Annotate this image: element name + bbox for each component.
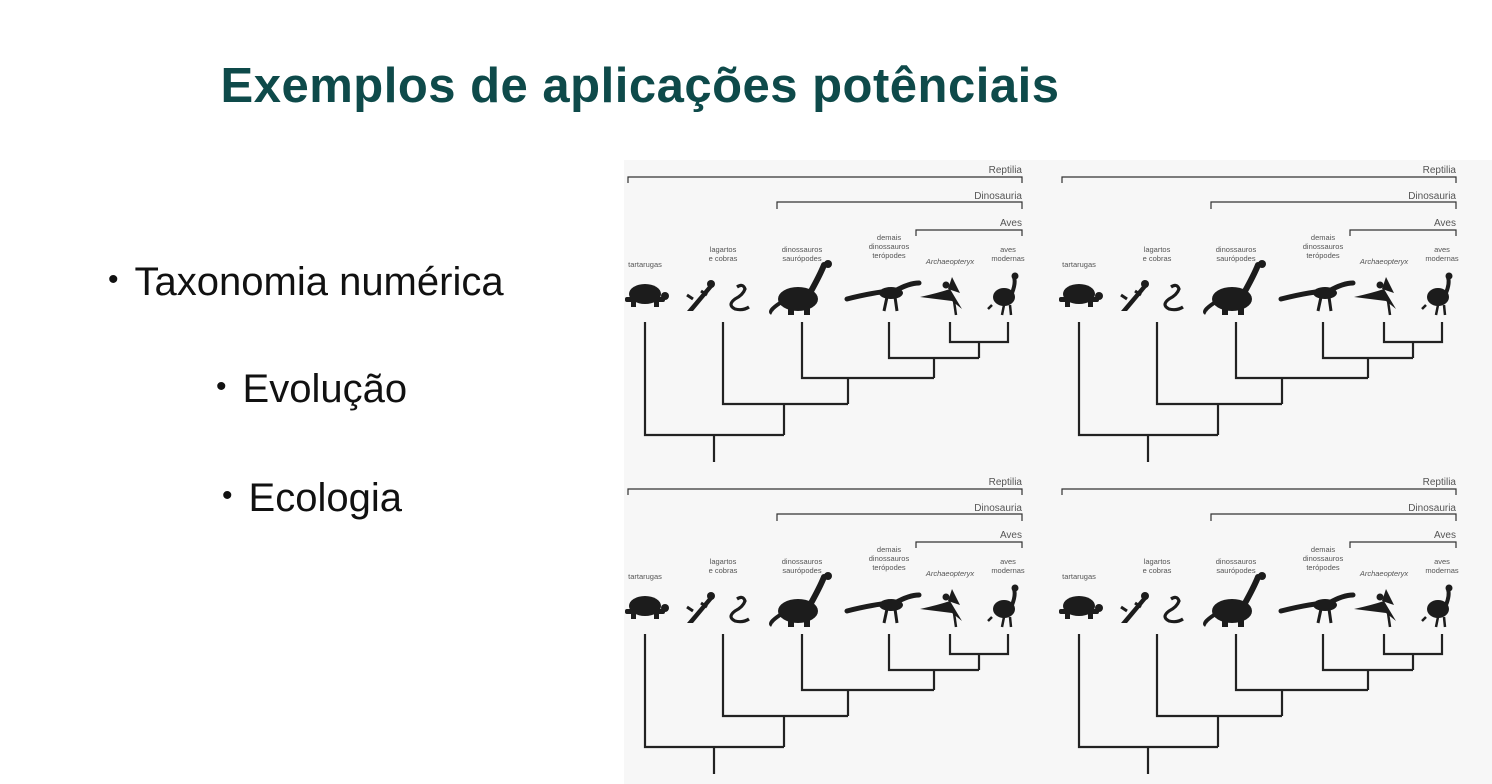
phylogenetic-tree — [1079, 322, 1442, 462]
clade-label-dinosauria: Dinosauria — [974, 503, 1022, 514]
taxon-label: aves — [1000, 245, 1016, 254]
taxon-silhouette-icon — [1059, 284, 1103, 307]
taxon-label: demais — [876, 545, 902, 554]
taxon-label: demais — [876, 233, 902, 242]
taxon-label: saurópodes — [1216, 254, 1256, 263]
taxon-label: terópodes — [872, 251, 906, 260]
bullet-dot-icon: • — [216, 370, 227, 404]
bullet-text: Ecologia — [248, 476, 402, 520]
taxon-label: lagartos — [1143, 245, 1171, 254]
clade-brackets — [628, 489, 1022, 548]
taxon-silhouette-icon — [988, 273, 1019, 316]
taxon-label: tartarugas — [628, 572, 662, 581]
taxon-label: dinossauros — [868, 554, 910, 563]
clade-label-reptilia: Reptilia — [1422, 477, 1456, 488]
clade-label-aves: Aves — [999, 530, 1022, 541]
taxon-label: dinossauros — [1302, 554, 1344, 563]
taxon-label: modernas — [991, 566, 1025, 575]
taxon-label: demais — [1310, 545, 1336, 554]
cladogram-figure — [624, 160, 1459, 642]
clade-label-reptilia: Reptilia — [988, 165, 1022, 176]
taxon-silhouette-icon — [687, 592, 749, 623]
taxon-silhouette-icon — [1205, 260, 1266, 315]
clade-brackets — [1062, 177, 1456, 236]
taxon-label: lagartos — [709, 245, 737, 254]
clade-label-dinosauria: Dinosauria — [1408, 503, 1456, 514]
taxon-label: terópodes — [872, 563, 906, 572]
taxon-label: e cobras — [708, 254, 738, 263]
taxon-label: aves — [1000, 557, 1016, 566]
taxon-label: aves — [1434, 245, 1450, 254]
taxon-label: e cobras — [708, 566, 738, 575]
taxon-label: Archaeopteryx — [925, 257, 975, 266]
taxon-silhouette-icon — [687, 280, 749, 311]
taxon-label: modernas — [991, 254, 1025, 263]
taxon-label: dinossauros — [781, 557, 823, 566]
cladogram-tile — [624, 160, 1058, 472]
taxon-label: e cobras — [1142, 254, 1172, 263]
taxon-silhouette-icon — [1422, 273, 1453, 316]
taxon-label: dinossauros — [781, 245, 823, 254]
clade-label-aves: Aves — [999, 218, 1022, 229]
taxon-silhouette-icon — [920, 589, 962, 627]
bullet-dot-icon: • — [108, 263, 119, 297]
taxon-label: saurópodes — [782, 254, 822, 263]
taxon-label: saurópodes — [782, 566, 822, 575]
cladogram-tile — [1058, 472, 1492, 784]
clade-label-dinosauria: Dinosauria — [974, 191, 1022, 202]
bullet-item — [216, 367, 407, 412]
taxon-label: Archaeopteryx — [1359, 569, 1409, 578]
taxon-label: e cobras — [1142, 566, 1172, 575]
cladogram-tile — [1058, 160, 1492, 472]
cladogram-tile — [624, 472, 1058, 784]
taxon-silhouette-icon — [1059, 596, 1103, 619]
taxon-silhouette-icon — [1121, 592, 1183, 623]
taxon-silhouette-icon — [847, 595, 919, 623]
cladogram-svg — [624, 160, 1058, 472]
clade-label-reptilia: Reptilia — [1422, 165, 1456, 176]
taxon-label: terópodes — [1306, 563, 1340, 572]
taxon-silhouette-icon — [1205, 572, 1266, 627]
taxon-label: tartarugas — [1062, 572, 1096, 581]
taxon-label: tartarugas — [628, 260, 662, 269]
clade-label-aves: Aves — [1433, 530, 1456, 541]
taxon-label: terópodes — [1306, 251, 1340, 260]
taxon-label: dinossauros — [868, 242, 910, 251]
taxon-label: dinossauros — [1215, 245, 1257, 254]
taxon-label: dinossauros — [1215, 557, 1257, 566]
bullet-text: Evolução — [242, 367, 408, 411]
taxon-label: modernas — [1425, 566, 1459, 575]
taxon-silhouette-icon — [1354, 277, 1396, 315]
taxon-label: aves — [1434, 557, 1450, 566]
phylogenetic-tree — [645, 634, 1008, 774]
taxon-silhouette-icon — [920, 277, 962, 315]
clade-label-reptilia: Reptilia — [988, 477, 1022, 488]
cladogram-svg — [1058, 160, 1492, 472]
phylogenetic-tree — [1079, 634, 1442, 774]
taxon-label: Archaeopteryx — [1359, 257, 1409, 266]
cladogram-svg — [624, 472, 1058, 784]
slide-title: Exemplos de aplicações potênciais — [220, 59, 1060, 113]
taxon-silhouette-icon — [625, 596, 669, 619]
taxon-silhouette-icon — [771, 260, 832, 315]
taxon-label: tartarugas — [1062, 260, 1096, 269]
taxon-silhouette-icon — [847, 283, 919, 311]
taxon-silhouette-icon — [625, 284, 669, 307]
taxon-label: lagartos — [709, 557, 737, 566]
taxon-silhouette-icon — [771, 572, 832, 627]
taxon-label: saurópodes — [1216, 566, 1256, 575]
clade-label-aves: Aves — [1433, 218, 1456, 229]
clade-brackets — [628, 177, 1022, 236]
cladogram-svg — [1058, 472, 1492, 784]
clade-brackets — [1062, 489, 1456, 548]
taxon-label: modernas — [1425, 254, 1459, 263]
phylogenetic-tree — [645, 322, 1008, 462]
taxon-silhouette-icon — [1354, 589, 1396, 627]
taxon-silhouette-icon — [1422, 585, 1453, 628]
bullet-item — [222, 476, 402, 521]
taxon-label: lagartos — [1143, 557, 1171, 566]
clade-label-dinosauria: Dinosauria — [1408, 191, 1456, 202]
taxon-label: demais — [1310, 233, 1336, 242]
taxon-label: dinossauros — [1302, 242, 1344, 251]
bullet-item — [108, 260, 504, 305]
taxon-label: Archaeopteryx — [925, 569, 975, 578]
bullet-dot-icon: • — [222, 479, 233, 513]
bullet-text: Taxonomia numérica — [134, 260, 504, 304]
taxon-silhouette-icon — [988, 585, 1019, 628]
taxon-silhouette-icon — [1281, 595, 1353, 623]
taxon-silhouette-icon — [1121, 280, 1183, 311]
taxon-silhouette-icon — [1281, 283, 1353, 311]
